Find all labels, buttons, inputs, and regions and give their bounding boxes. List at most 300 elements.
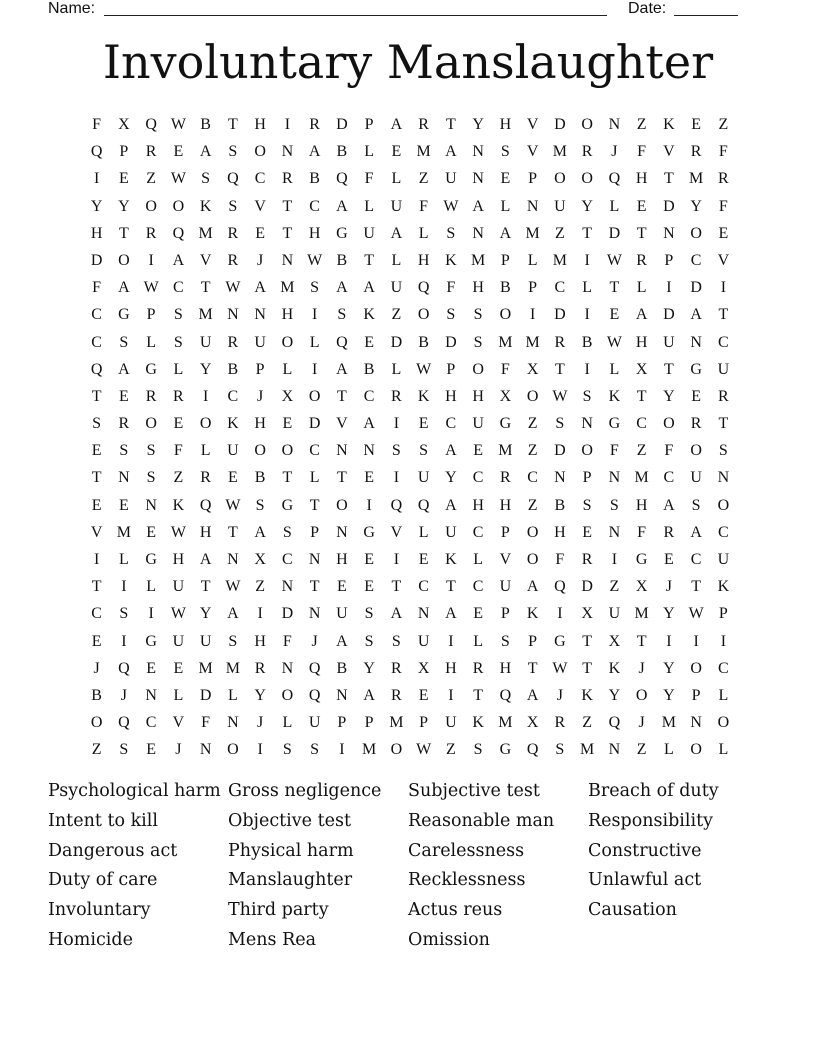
grid-letter: Z — [91, 741, 102, 759]
grid-letter: W — [170, 523, 186, 541]
grid-letter: I — [93, 170, 100, 188]
grid-letter: A — [526, 578, 539, 596]
grid-letter: N — [472, 143, 484, 161]
grid-letter: R — [581, 143, 593, 161]
grid-letter: I — [148, 251, 154, 269]
word-bank-item: Gross negligence — [228, 781, 382, 801]
grid-letter: M — [661, 714, 676, 732]
grid-letter: S — [119, 741, 129, 759]
grid-letter: E — [255, 224, 266, 242]
grid-letter: E — [636, 197, 647, 215]
grid-letter: L — [364, 197, 375, 215]
grid-letter: I — [311, 306, 318, 324]
grid-letter: Q — [390, 496, 403, 514]
grid-letter: E — [718, 224, 729, 242]
grid-letter: O — [717, 496, 730, 514]
grid-letter: F — [364, 170, 374, 188]
grid-letter: R — [554, 333, 566, 351]
grid-letter: E — [146, 741, 157, 759]
grid-letter: L — [636, 279, 647, 297]
grid-letter: C — [227, 387, 239, 405]
grid-letter: N — [690, 333, 702, 351]
grid-letter: P — [337, 714, 347, 732]
grid-letter: H — [472, 496, 484, 514]
grid-letter: T — [336, 469, 347, 487]
grid-letter: E — [91, 442, 102, 460]
grid-letter: O — [281, 686, 294, 704]
grid-letter: I — [720, 279, 727, 297]
grid-letter: C — [554, 279, 566, 297]
grid-letter: E — [364, 551, 375, 568]
grid-letter: U — [390, 279, 403, 297]
grid-letter: S — [119, 333, 129, 351]
grid-letter: M — [471, 251, 486, 269]
grid-letter: N — [608, 116, 621, 133]
grid-letter: E — [282, 415, 293, 433]
grid-letter: O — [635, 686, 648, 704]
grid-letter: H — [472, 279, 484, 297]
grid-letter: U — [363, 224, 375, 242]
grid-row — [83, 549, 737, 576]
grid-letter: Q — [417, 496, 430, 514]
grid-letter: S — [391, 442, 401, 460]
grid-letter: I — [393, 415, 400, 433]
grid-letter: W — [552, 659, 568, 677]
grid-letter: Q — [172, 224, 185, 242]
grid-letter: C — [472, 523, 484, 541]
grid-letter: I — [393, 551, 400, 568]
grid-letter: G — [363, 523, 375, 541]
grid-letter: E — [500, 170, 511, 188]
page-title: Involuntary Manslaughter — [102, 35, 714, 89]
grid-letter: D — [663, 197, 675, 215]
grid-letter: S — [582, 387, 592, 405]
grid-letter: Z — [554, 224, 565, 242]
grid-letter: R — [145, 224, 157, 242]
grid-letter: E — [418, 551, 429, 568]
grid-letter: M — [498, 333, 513, 351]
grid-letter: A — [690, 523, 702, 541]
grid-letter: R — [472, 659, 484, 677]
grid-letter: U — [227, 442, 239, 460]
grid-letter: T — [282, 469, 293, 487]
grid-row — [83, 467, 737, 494]
grid-letter: U — [308, 714, 321, 732]
grid-letter: H — [499, 116, 512, 133]
grid-letter: I — [448, 632, 454, 650]
grid-letter: N — [308, 551, 321, 568]
grid-letter: N — [281, 143, 294, 161]
grid-letter: D — [554, 116, 566, 133]
grid-letter: N — [554, 469, 566, 487]
grid-letter: A — [336, 360, 348, 378]
grid-letter: Z — [636, 116, 647, 133]
grid-letter: D — [608, 224, 621, 242]
grid-row — [83, 631, 737, 658]
grid-letter: I — [121, 632, 127, 650]
grid-letter: K — [227, 415, 239, 433]
grid-letter: K — [608, 387, 621, 405]
grid-letter: O — [526, 551, 539, 568]
grid-row — [83, 359, 737, 386]
grid-letter: P — [255, 360, 265, 378]
grid-row — [83, 658, 737, 685]
grid-letter: O — [118, 251, 130, 269]
grid-letter: E — [118, 387, 129, 405]
grid-letter: H — [445, 387, 457, 405]
grid-letter: I — [148, 605, 154, 623]
grid-letter: H — [472, 387, 484, 405]
grid-letter: W — [170, 605, 186, 623]
grid-letter: Q — [199, 496, 212, 514]
grid-letter: M — [198, 659, 213, 677]
grid-letter: B — [363, 360, 375, 378]
grid-letter: L — [282, 360, 293, 378]
grid-letter: S — [282, 523, 292, 541]
grid-letter: B — [581, 333, 593, 351]
grid-letter: K — [581, 686, 593, 704]
grid-letter: I — [339, 741, 345, 759]
grid-letter: U — [445, 523, 457, 541]
grid-letter: N — [417, 605, 430, 623]
grid-letter: N — [308, 605, 321, 623]
grid-letter: T — [718, 306, 729, 324]
grid-letter: N — [227, 714, 239, 732]
grid-letter: N — [717, 469, 730, 487]
grid-letter: G — [336, 224, 348, 242]
grid-letter: G — [499, 741, 512, 759]
grid-letter: C — [527, 469, 538, 487]
word-bank-item: Unlawful act — [588, 870, 702, 891]
grid-letter: J — [665, 578, 672, 596]
grid-letter: T — [118, 224, 129, 242]
grid-letter: X — [118, 116, 130, 133]
grid-letter: Q — [417, 279, 430, 297]
grid-letter: L — [500, 197, 511, 215]
grid-letter: W — [170, 170, 186, 188]
grid-letter: N — [608, 741, 621, 759]
grid-letter: I — [666, 632, 672, 650]
grid-letter: F — [446, 279, 456, 297]
grid-row — [83, 277, 737, 304]
grid-letter: P — [528, 279, 538, 297]
grid-letter: Y — [663, 387, 675, 405]
grid-letter: Y — [90, 197, 103, 215]
grid-letter: S — [119, 442, 129, 460]
grid-letter: R — [391, 659, 402, 677]
grid-letter: A — [363, 686, 375, 704]
grid-letter: I — [584, 251, 590, 269]
word-bank-item: Reasonable man — [408, 810, 555, 831]
grid-letter: T — [309, 578, 320, 596]
grid-letter: D — [308, 415, 321, 433]
grid-letter: T — [527, 659, 538, 677]
grid-letter: O — [526, 387, 539, 405]
grid-letter: B — [227, 360, 239, 378]
grid-letter: R — [227, 251, 239, 269]
grid-letter: Q — [308, 686, 321, 704]
word-search-grid — [83, 114, 737, 767]
grid-letter: J — [175, 741, 182, 759]
grid-letter: E — [418, 686, 429, 704]
grid-letter: R — [173, 387, 184, 405]
grid-letter: E — [118, 496, 129, 514]
grid-letter: O — [690, 741, 702, 759]
grid-letter: A — [390, 224, 403, 242]
grid-letter: A — [499, 224, 512, 242]
grid-letter: V — [336, 415, 348, 433]
grid-letter: S — [228, 143, 238, 161]
grid-letter: S — [555, 741, 565, 759]
grid-letter: B — [200, 116, 211, 133]
grid-letter: I — [584, 360, 590, 378]
word-bank-item: Manslaughter — [228, 870, 353, 891]
grid-letter: T — [582, 632, 593, 650]
grid-letter: O — [227, 741, 239, 759]
grid-letter: Z — [582, 714, 593, 732]
grid-letter: G — [690, 360, 702, 378]
grid-letter: C — [91, 333, 102, 351]
grid-letter: L — [309, 469, 320, 487]
grid-letter: W — [416, 360, 432, 378]
grid-letter: L — [718, 686, 729, 704]
grid-letter: A — [336, 632, 348, 650]
grid-letter: S — [473, 306, 483, 324]
grid-letter: T — [91, 469, 102, 487]
grid-letter: S — [364, 605, 374, 623]
grid-letter: D — [663, 306, 675, 324]
grid-letter: E — [663, 551, 674, 568]
grid-letter: B — [336, 659, 348, 677]
word-bank-item: Breach of duty — [588, 781, 719, 801]
grid-letter: K — [663, 116, 675, 133]
grid-letter: P — [146, 306, 156, 324]
grid-letter: W — [143, 279, 159, 297]
grid-letter: E — [118, 170, 129, 188]
grid-letter: P — [664, 251, 674, 269]
grid-letter: R — [500, 469, 511, 487]
grid-row — [83, 739, 737, 766]
grid-row — [83, 440, 737, 467]
grid-letter: D — [690, 279, 702, 297]
grid-letter: F — [555, 551, 565, 568]
grid-letter: U — [417, 632, 430, 650]
grid-letter: N — [281, 578, 294, 596]
grid-letter: W — [225, 496, 241, 514]
grid-letter: L — [364, 143, 375, 161]
grid-row — [83, 304, 737, 331]
grid-letter: D — [554, 442, 566, 460]
grid-letter: U — [608, 605, 621, 623]
grid-letter: G — [499, 415, 512, 433]
grid-letter: D — [581, 578, 593, 596]
grid-letter: Z — [527, 442, 538, 460]
grid-letter: R — [391, 387, 402, 405]
grid-letter: R — [418, 116, 429, 133]
grid-letter: R — [282, 170, 293, 188]
grid-letter: L — [282, 714, 293, 732]
grid-letter: G — [145, 632, 157, 650]
grid-letter: Q — [118, 659, 130, 677]
grid-letter: R — [309, 116, 320, 133]
grid-letter: K — [472, 714, 484, 732]
grid-letter: F — [609, 442, 619, 460]
grid-row — [83, 196, 737, 223]
grid-letter: U — [199, 632, 212, 650]
grid-letter: M — [416, 143, 431, 161]
grid-letter: J — [120, 686, 127, 704]
grid-letter: L — [527, 251, 538, 269]
grid-letter: T — [282, 224, 293, 242]
grid-letter: I — [366, 496, 372, 514]
grid-letter: Z — [391, 306, 402, 324]
grid-letter: J — [556, 686, 563, 704]
grid-letter: L — [391, 170, 402, 188]
grid-letter: I — [311, 360, 318, 378]
grid-letter: Q — [336, 170, 348, 188]
grid-letter: A — [363, 415, 375, 433]
grid-letter: D — [390, 333, 403, 351]
grid-letter: R — [200, 469, 211, 487]
grid-letter: N — [581, 415, 593, 433]
grid-letter: J — [93, 659, 100, 677]
grid-letter: F — [637, 143, 647, 161]
grid-letter: D — [281, 605, 294, 623]
grid-letter: E — [91, 632, 102, 650]
grid-letter: S — [446, 224, 456, 242]
grid-row — [83, 386, 737, 413]
grid-letter: W — [416, 741, 432, 759]
grid-letter: G — [118, 306, 130, 324]
grid-letter: O — [581, 116, 593, 133]
grid-letter: L — [146, 333, 157, 351]
grid-letter: L — [609, 197, 620, 215]
grid-letter: O — [308, 387, 321, 405]
grid-letter: E — [609, 306, 620, 324]
grid-letter: F — [92, 279, 102, 297]
grid-letter: L — [200, 442, 211, 460]
grid-letter: N — [281, 659, 294, 677]
grid-letter: E — [418, 415, 429, 433]
word-bank-item: Involuntary — [48, 900, 151, 921]
grid-letter: L — [391, 251, 402, 269]
grid-letter: H — [635, 333, 648, 351]
grid-letter: S — [473, 333, 483, 351]
grid-letter: M — [552, 143, 567, 161]
name-blank-line — [104, 15, 607, 16]
grid-letter: Q — [608, 714, 621, 732]
grid-letter: C — [309, 442, 320, 460]
grid-letter: Q — [608, 170, 621, 188]
grid-letter: M — [225, 659, 240, 677]
grid-letter: V — [172, 714, 185, 732]
grid-letter: M — [198, 224, 213, 242]
grid-letter: E — [364, 333, 375, 351]
grid-letter: H — [281, 306, 294, 324]
grid-letter: T — [336, 387, 347, 405]
grid-letter: T — [200, 279, 211, 297]
grid-letter: S — [500, 632, 510, 650]
grid-letter: G — [281, 496, 294, 514]
grid-letter: P — [582, 469, 592, 487]
grid-letter: F — [637, 523, 647, 541]
word-bank-item: Physical harm — [228, 840, 354, 861]
grid-letter: F — [664, 442, 674, 460]
grid-letter: N — [118, 469, 130, 487]
grid-row — [83, 495, 737, 522]
grid-letter: O — [581, 442, 593, 460]
grid-letter: X — [499, 387, 512, 405]
grid-letter: M — [280, 279, 295, 297]
grid-letter: S — [228, 197, 238, 215]
grid-letter: S — [473, 741, 483, 759]
grid-letter: U — [172, 632, 185, 650]
grid-letter: Z — [718, 116, 729, 133]
grid-letter: L — [146, 578, 157, 596]
grid-letter: R — [145, 143, 157, 161]
grid-letter: T — [718, 415, 729, 433]
grid-letter: E — [173, 659, 184, 677]
word-bank-item: Subjective test — [408, 781, 540, 801]
grid-letter: D — [90, 251, 103, 269]
grid-letter: Q — [118, 714, 130, 732]
grid-letter: W — [443, 197, 459, 215]
grid-letter: J — [257, 251, 264, 269]
grid-letter: G — [635, 551, 648, 568]
grid-letter: O — [526, 523, 539, 541]
grid-letter: V — [199, 251, 212, 269]
grid-letter: S — [582, 496, 592, 514]
grid-letter: O — [254, 143, 266, 161]
grid-letter: M — [498, 714, 513, 732]
grid-letter: F — [92, 116, 102, 133]
grid-row — [83, 603, 737, 630]
grid-letter: N — [227, 551, 239, 568]
grid-letter: H — [417, 251, 430, 269]
grid-letter: R — [227, 333, 239, 351]
grid-letter: U — [336, 605, 348, 623]
grid-letter: R — [636, 251, 647, 269]
grid-letter: Z — [609, 578, 620, 596]
grid-letter: Z — [636, 741, 647, 759]
grid-letter: H — [336, 551, 348, 568]
grid-letter: X — [526, 714, 539, 732]
grid-letter: H — [499, 659, 512, 677]
grid-letter: O — [254, 442, 266, 460]
word-bank-item: Actus reus — [408, 900, 503, 921]
grid-letter: O — [717, 714, 730, 732]
grid-letter: T — [636, 387, 647, 405]
grid-letter: Y — [663, 605, 675, 623]
grid-letter: H — [90, 224, 103, 242]
grid-letter: H — [499, 496, 512, 514]
grid-letter: Z — [445, 741, 456, 759]
grid-letter: U — [390, 197, 403, 215]
grid-letter: A — [445, 605, 457, 623]
grid-letter: Y — [690, 197, 702, 215]
grid-letter: I — [557, 605, 563, 623]
grid-letter: B — [91, 686, 102, 704]
grid-letter: V — [499, 551, 512, 568]
grid-letter: O — [145, 415, 157, 433]
grid-letter: O — [581, 170, 593, 188]
grid-letter: N — [145, 686, 157, 704]
grid-letter: S — [446, 306, 456, 324]
grid-letter: P — [310, 523, 320, 541]
grid-letter: K — [445, 251, 457, 269]
grid-letter: A — [172, 251, 185, 269]
grid-letter: F — [419, 197, 429, 215]
